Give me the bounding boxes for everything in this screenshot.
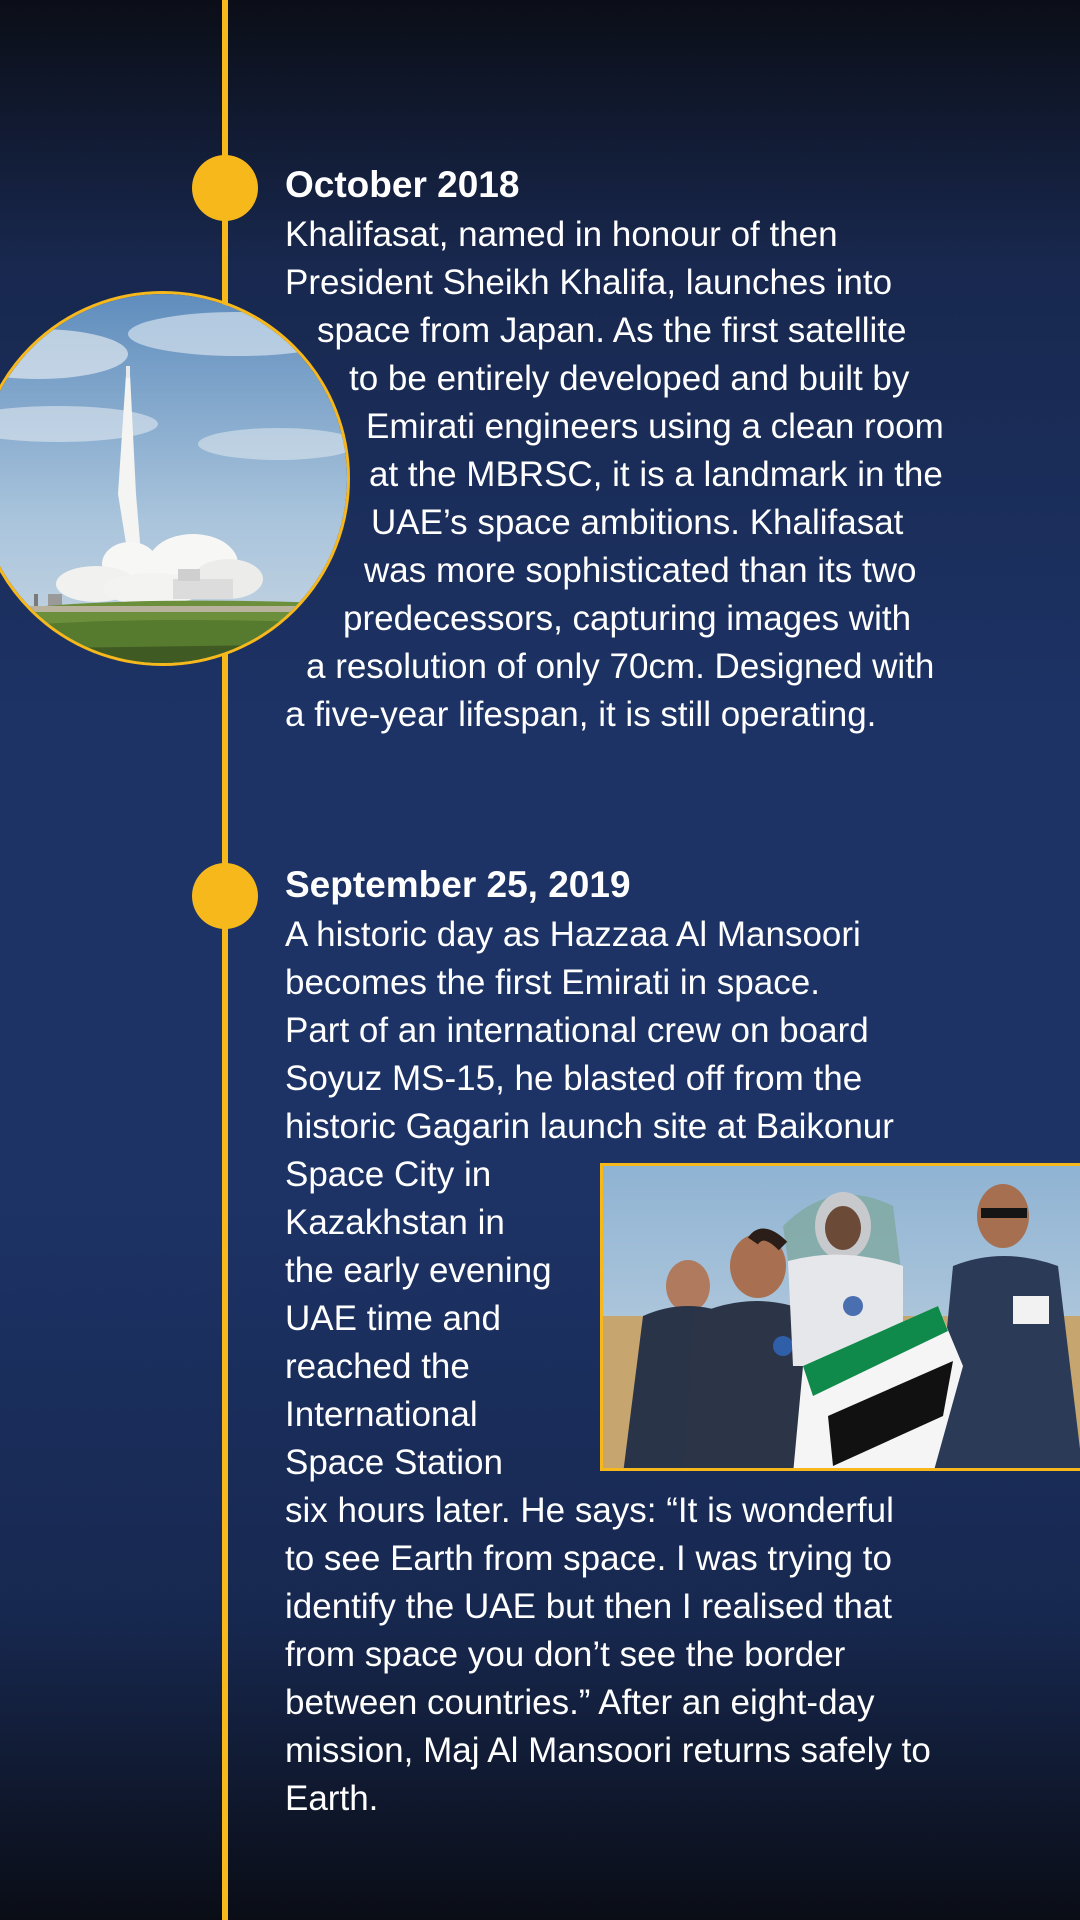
body-line: to be entirely developed and built by <box>349 359 910 398</box>
body-line: Space City in <box>285 1155 492 1194</box>
rocket-launch-illustration <box>0 294 350 666</box>
body-line: UAE’s space ambitions. Khalifasat <box>371 503 904 542</box>
body-line: Emirati engineers using a clean room <box>366 407 944 446</box>
body-line: mission, Maj Al Mansoori returns safely to <box>285 1731 931 1770</box>
body-line: the early evening <box>285 1251 552 1290</box>
body-line: becomes the first Emirati in space. <box>285 963 820 1002</box>
body-line: International <box>285 1395 478 1434</box>
body-line: predecessors, capturing images with <box>343 599 912 638</box>
body-line: at the MBRSC, it is a landmark in the <box>369 455 943 494</box>
event-date-october-2018: October 2018 <box>285 164 520 205</box>
body-line: A historic day as Hazzaa Al Mansoori <box>285 915 861 954</box>
body-line: UAE time and <box>285 1299 501 1338</box>
body-line: Space Station <box>285 1443 503 1482</box>
body-line: to see Earth from space. I was trying to <box>285 1539 892 1578</box>
body-line: a resolution of only 70cm. Designed with <box>306 647 935 686</box>
astronaut-crew-illustration <box>603 1166 1080 1471</box>
body-line: Soyuz MS-15, he blasted off from the <box>285 1059 863 1098</box>
body-line: a five-year lifespan, it is still operating. <box>285 695 877 734</box>
body-line: Earth. <box>285 1779 379 1818</box>
rocket-launch-photo <box>0 291 350 666</box>
body-line: historic Gagarin launch site at Baikonur <box>285 1107 894 1146</box>
body-line: was more sophisticated than its two <box>364 551 917 590</box>
body-line: identify the UAE but then I realised that <box>285 1587 893 1626</box>
body-line: Part of an international crew on board <box>285 1011 869 1050</box>
body-line: Khalifasat, named in honour of then <box>285 215 838 254</box>
timeline-line <box>222 0 228 1920</box>
body-line: President Sheikh Khalifa, launches into <box>285 263 893 302</box>
body-line: six hours later. He says: “It is wonderful <box>285 1491 894 1530</box>
astronaut-crew-photo <box>600 1163 1080 1471</box>
timeline-dot-2018 <box>192 155 258 221</box>
body-line: from space you don’t see the border <box>285 1635 846 1674</box>
body-line: Kazakhstan in <box>285 1203 505 1242</box>
timeline-dot-2019 <box>192 863 258 929</box>
body-line: between countries.” After an eight-day <box>285 1683 875 1722</box>
body-line: space from Japan. As the first satellite <box>317 311 907 350</box>
body-line: reached the <box>285 1347 470 1386</box>
event-date-september-2019: September 25, 2019 <box>285 864 631 905</box>
